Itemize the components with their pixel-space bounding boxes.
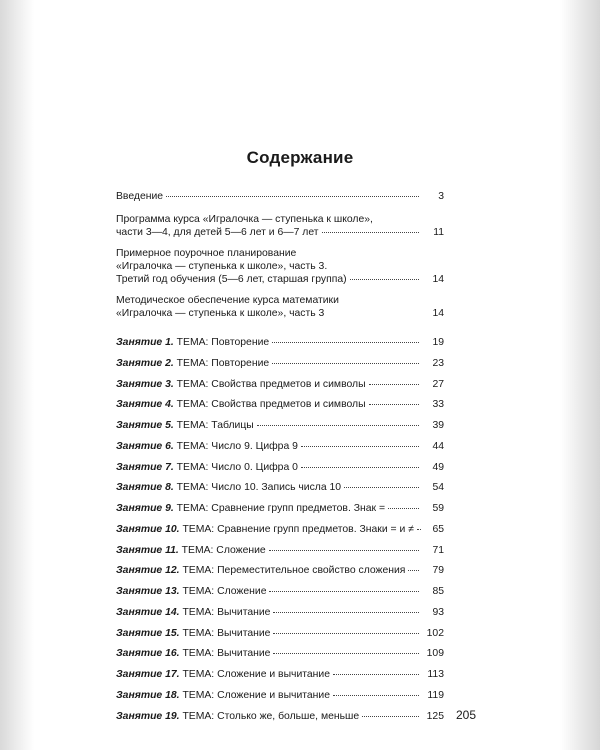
- lesson-topic: ТЕМА: Сложение и вычитание: [182, 669, 330, 680]
- toc-page-number: 19: [432, 337, 444, 348]
- leader-dots: [369, 404, 419, 405]
- toc-lesson-row: [116, 440, 444, 453]
- leader-dots: [388, 508, 419, 509]
- toc-lesson-row: [116, 398, 444, 411]
- toc-lesson-row: [116, 523, 444, 536]
- toc-lesson-row: [116, 689, 444, 702]
- leader-dots: [269, 550, 419, 551]
- toc-page-number: 33: [432, 399, 444, 411]
- lesson-topic: ТЕМА: Число 10. Запись числа 10: [176, 482, 342, 494]
- toc-entry-text: «Игралочка — ступенька к школе», часть 3: [116, 308, 325, 319]
- lesson-topic: ТЕМА: Переместительное свойство сложения: [182, 565, 406, 577]
- toc-lesson-row: [116, 502, 444, 515]
- toc-entry-text: Введение: [116, 191, 164, 202]
- toc-page-number: 93: [432, 606, 444, 618]
- leader-dots: [273, 612, 419, 613]
- lesson-label: Занятие 3.: [116, 378, 174, 390]
- leader-dots: [301, 446, 419, 447]
- toc-page-number: 79: [432, 565, 444, 577]
- lesson-label: Занятие 18.: [116, 689, 180, 701]
- lesson-topic: ТЕМА: Сравнение групп предметов. Знак =: [176, 503, 386, 514]
- lesson-topic: ТЕМА: Свойства предметов и символы: [176, 378, 366, 390]
- leader-dots: [350, 279, 419, 280]
- lesson-label: Занятие 10.: [116, 523, 180, 535]
- lesson-label: Занятие 8.: [116, 482, 174, 494]
- page-title: Содержание: [246, 148, 354, 167]
- lesson-topic: ТЕМА: Сложение: [181, 544, 266, 556]
- toc-entry-text: Методическое обеспечение курса математики: [116, 295, 339, 306]
- toc-entry-text: Третий год обучения (5—6 лет, старшая группа): [116, 274, 347, 285]
- leader-dots: [272, 363, 419, 364]
- leader-dots: [362, 716, 419, 717]
- leader-dots: [322, 232, 419, 233]
- toc-lesson-row: [116, 647, 444, 660]
- lesson-label: Занятие 17.: [116, 669, 180, 680]
- lesson-label: Занятие 13.: [116, 586, 180, 597]
- lesson-topic: ТЕМА: Вычитание: [182, 648, 271, 660]
- lesson-topic: ТЕМА: Таблицы: [176, 420, 254, 431]
- toc-page-number: 71: [432, 544, 444, 556]
- toc-lesson-row: [116, 606, 444, 619]
- lesson-label: Занятие 1.: [116, 337, 174, 348]
- leader-dots: [301, 467, 419, 468]
- lesson-topic: ТЕМА: Свойства предметов и символы: [176, 399, 366, 411]
- toc-lesson-row: [116, 336, 444, 349]
- lesson-label: Занятие 4.: [116, 399, 174, 411]
- leader-dots: [369, 384, 419, 385]
- toc-page-number: 14: [432, 274, 444, 285]
- leader-dots: [333, 674, 419, 675]
- toc-entry: [116, 190, 444, 203]
- toc-lesson-row: [116, 419, 444, 432]
- lesson-label: Занятие 9.: [116, 503, 174, 514]
- toc-entry-text: «Игралочка — ступенька к школе», часть 3.: [116, 261, 328, 272]
- lesson-topic: ТЕМА: Число 0. Цифра 0: [176, 461, 298, 473]
- toc-entry: [116, 213, 444, 239]
- table-of-contents: [116, 190, 444, 723]
- toc-page-number: 65: [432, 523, 444, 535]
- toc-entry-text: части 3—4, для детей 5—6 лет и 6—7 лет: [116, 227, 319, 238]
- toc-page-number: 85: [432, 586, 444, 597]
- toc-page-number: 109: [426, 648, 444, 660]
- toc-page-number: 113: [427, 669, 444, 680]
- lesson-topic: ТЕМА: Сравнение групп предметов. Знаки = и ≠: [182, 523, 414, 535]
- page-number: 205: [456, 708, 477, 722]
- toc-entry: [116, 294, 444, 320]
- toc-lesson-row: [116, 668, 444, 681]
- leader-dots: [417, 529, 421, 530]
- toc-page-number: 11: [433, 227, 444, 238]
- toc-lesson-row: [116, 564, 444, 577]
- leader-dots: [166, 196, 419, 197]
- lesson-label: Занятие 11.: [116, 544, 179, 556]
- toc-page-number: 39: [432, 420, 444, 431]
- leader-dots: [344, 487, 419, 488]
- lesson-topic: ТЕМА: Столько же, больше, меньше: [182, 710, 360, 722]
- toc-lesson-row: [116, 357, 444, 370]
- lesson-label: Занятие 6.: [116, 440, 174, 452]
- toc-page-number: 27: [432, 378, 444, 390]
- leader-dots: [273, 633, 419, 634]
- toc-lesson-row: [116, 585, 444, 598]
- toc-page-number: 59: [432, 503, 444, 514]
- lesson-topic: ТЕМА: Сложение и вычитание: [182, 689, 330, 701]
- lesson-label: Занятие 19.: [116, 710, 180, 722]
- leader-dots: [273, 653, 419, 654]
- toc-page-number: 23: [432, 357, 444, 369]
- page-shadow-right: [560, 0, 600, 750]
- toc-entry-text: Программа курса «Игралочка — ступенька к школе»,: [116, 214, 373, 225]
- toc-lesson-row: [116, 481, 444, 494]
- lesson-label: Занятие 16.: [116, 648, 180, 660]
- leader-dots: [408, 570, 419, 571]
- lesson-topic: ТЕМА: Повторение: [176, 357, 270, 369]
- toc-page-number: 49: [432, 461, 444, 473]
- page-shadow-left: [0, 0, 34, 750]
- lesson-label: Занятие 15.: [116, 627, 180, 639]
- toc-lesson-row: [116, 710, 444, 723]
- lesson-label: Занятие 5.: [116, 420, 174, 431]
- leader-dots: [333, 695, 419, 696]
- lesson-label: Занятие 7.: [116, 461, 174, 473]
- lesson-topic: ТЕМА: Вычитание: [182, 627, 271, 639]
- lesson-topic: ТЕМА: Число 9. Цифра 9: [176, 440, 298, 452]
- toc-lesson-row: [116, 544, 444, 557]
- lesson-topic: ТЕМА: Повторение: [176, 337, 270, 348]
- lesson-topic: ТЕМА: Вычитание: [182, 606, 271, 618]
- toc-lesson-row: [116, 627, 444, 640]
- toc-lesson-row: [116, 461, 444, 474]
- lesson-label: Занятие 2.: [116, 357, 174, 369]
- toc-lesson-row: [116, 378, 444, 391]
- lesson-label: Занятие 14.: [116, 606, 180, 618]
- toc-page-number: 119: [427, 689, 444, 701]
- toc-page-number: 102: [426, 627, 444, 639]
- lesson-topic: ТЕМА: Сложение: [182, 586, 267, 597]
- toc-page-number: 14: [432, 308, 444, 319]
- leader-dots: [257, 425, 419, 426]
- toc-page-number: 54: [432, 482, 444, 494]
- lesson-label: Занятие 12.: [116, 565, 180, 577]
- toc-page-number: 3: [438, 191, 444, 202]
- toc-entry-text: Примерное поурочное планирование: [116, 248, 297, 259]
- toc-page-number: 44: [432, 440, 444, 452]
- toc-entry: [116, 247, 444, 286]
- leader-dots: [272, 342, 419, 343]
- toc-page-number: 125: [426, 710, 444, 722]
- leader-dots: [269, 591, 419, 592]
